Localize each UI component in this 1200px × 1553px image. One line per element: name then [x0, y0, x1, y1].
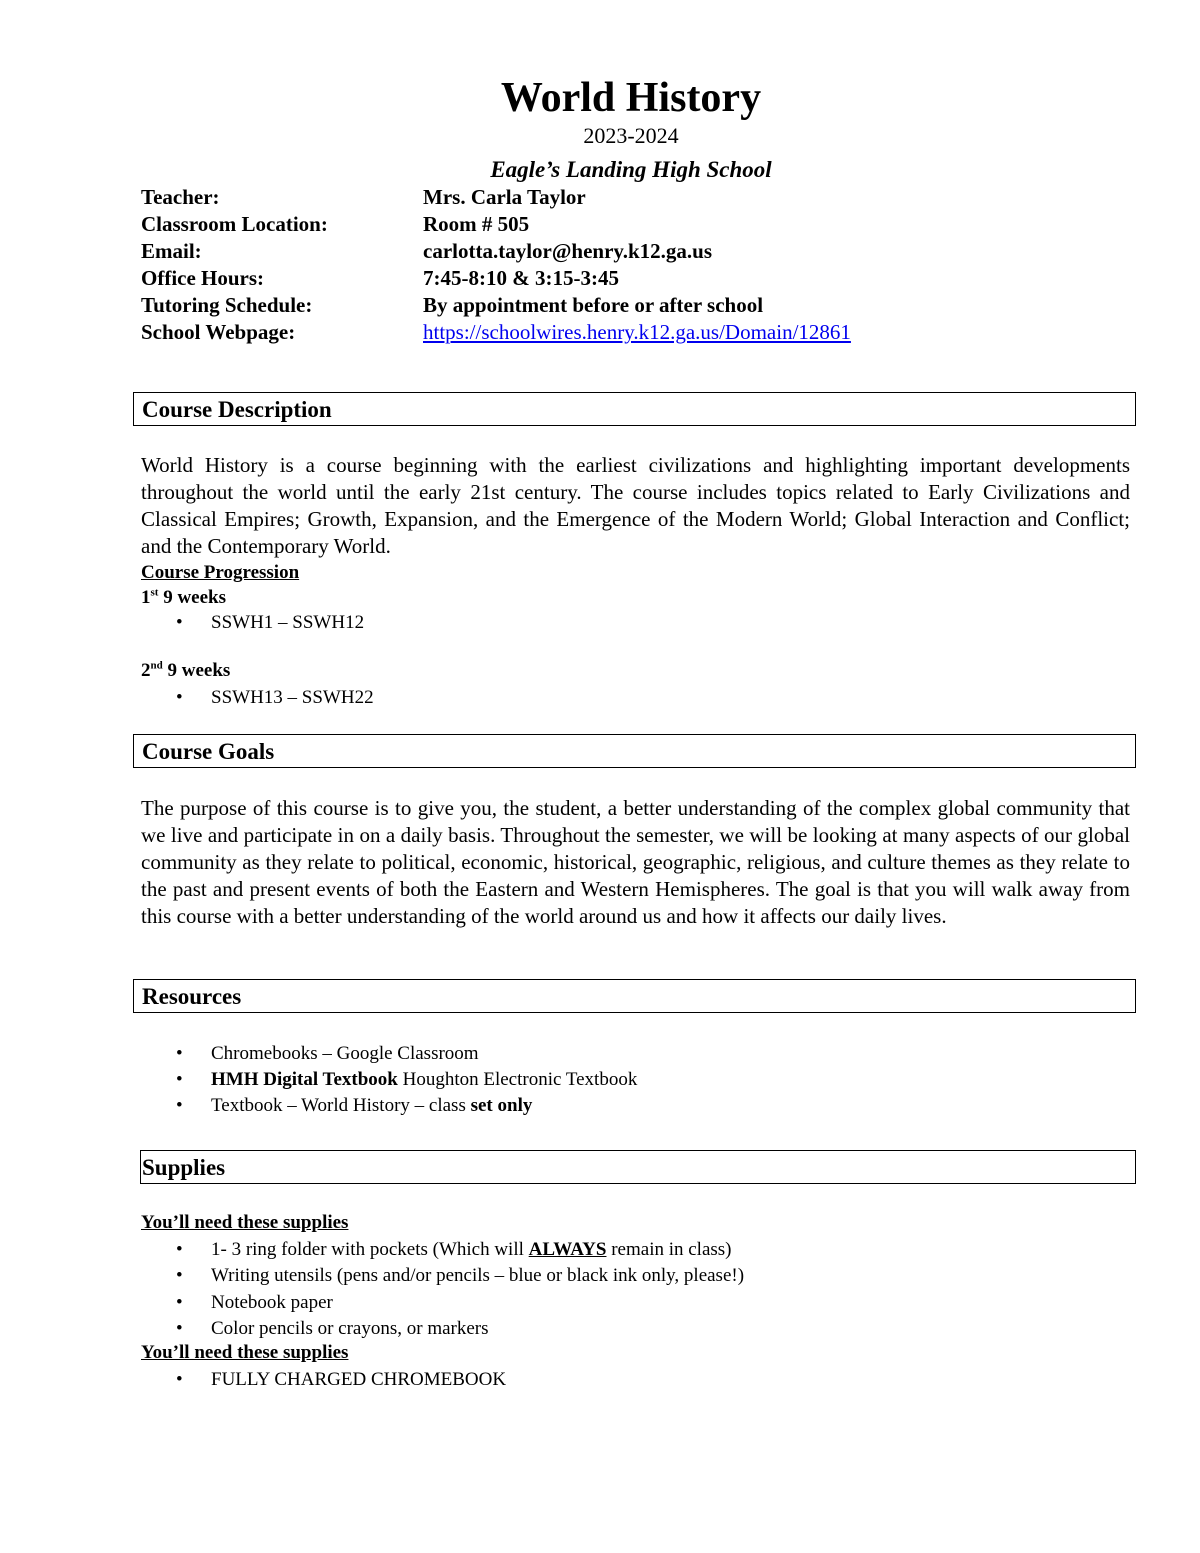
bullet-icon: • [176, 1292, 183, 1313]
supplies-subheading: You’ll need these supplies [141, 1212, 349, 1233]
bullet-icon: • [176, 1043, 183, 1064]
bullet-icon: • [176, 1239, 183, 1260]
period-2-text: 9 weeks [162, 660, 231, 681]
info-label: School Webpage: [141, 320, 296, 344]
period-1-number: 1 [141, 587, 151, 608]
emphasis-text: HMH Digital Textbook [211, 1069, 398, 1090]
info-label: Teacher: [141, 185, 220, 209]
section-resources [133, 979, 1136, 1013]
section-heading: Course Goals [142, 739, 275, 764]
bullet-icon: • [176, 1369, 183, 1390]
emphasis-text: ALWAYS [528, 1239, 607, 1260]
list-item-text: SSWH1 – SSWH12 [211, 612, 365, 633]
course-goals-text: The purpose of this course is to give you, the student, a better understanding of the complex global community that we live and participate in on a daily basis. Throughout the semester, we will be looking at many aspects of our global community as they relate to political, economic, historical, geographic, religious, and culture themes as they relate to the past and present events of both the Eastern and Western Hemispheres. The goal is that you will walk away from this course with a better understanding of the world around us and how it affects our daily lives. [141, 796, 1130, 928]
period-1-suffix: st [150, 586, 159, 599]
section-course-goals [133, 734, 1136, 768]
list-item-text: Notebook paper [211, 1292, 333, 1313]
supplies-subheading: You’ll need these supplies [141, 1342, 349, 1363]
school-name: Eagle’s Landing High School [490, 157, 772, 182]
list-item-text [211, 1237, 732, 1263]
section-course-description [133, 392, 1136, 426]
period-2-heading [141, 659, 230, 683]
list-item-text [211, 1067, 637, 1093]
info-label: Tutoring Schedule: [141, 293, 313, 317]
section-heading: Course Description [142, 397, 332, 422]
info-value: carlotta.taylor@henry.k12.ga.us [423, 239, 713, 263]
bullet-icon: • [176, 1265, 183, 1286]
bullet-icon: • [176, 612, 183, 633]
period-2-number: 2 [141, 660, 151, 681]
info-value: 7:45-8:10 & 3:15-3:45 [423, 266, 619, 290]
emphasis-text: set only [470, 1095, 533, 1116]
period-2-suffix: nd [150, 659, 163, 672]
list-item-start: 1- 3 ring folder with pockets (Which will [211, 1239, 529, 1260]
info-label: Email: [141, 239, 202, 263]
bullet-icon: • [176, 687, 183, 708]
course-description-text: World History is a course beginning with the earliest civilizations and highlighting important developments throughout the world until the early 21st century. The course includes topics related to Early Civilizations and Classical Empires; Growth, Expansion, and the Emergence of the Modern World; Global Interaction and Conflict; and the Contemporary World. [141, 453, 1130, 558]
info-label: Classroom Location: [141, 212, 328, 236]
bullet-icon: • [176, 1318, 183, 1339]
info-value: Room # 505 [423, 212, 530, 236]
info-value: Mrs. Carla Taylor [423, 185, 586, 209]
webpage-link[interactable]: https://schoolwires.henry.k12.ga.us/Domain/12861 [423, 320, 851, 344]
list-item-text [211, 1093, 532, 1119]
info-label: Office Hours: [141, 266, 265, 290]
list-item-end: remain in class) [606, 1239, 732, 1260]
list-item-text: Color pencils or crayons, or markers [211, 1318, 489, 1339]
info-value: By appointment before or after school [423, 293, 764, 317]
section-heading: Supplies [142, 1155, 226, 1180]
list-item-text: Chromebooks – Google Classroom [211, 1043, 479, 1064]
bullet-icon: • [176, 1095, 183, 1116]
list-item-text: SSWH13 – SSWH22 [211, 687, 374, 708]
list-item-text: FULLY CHARGED CHROMEBOOK [211, 1369, 507, 1390]
period-1-heading [141, 586, 226, 610]
bullet-icon: • [176, 1069, 183, 1090]
page-title: World History [500, 75, 762, 121]
list-item-start: Textbook – World History – class [211, 1095, 471, 1116]
course-progression-heading: Course Progression [141, 562, 300, 583]
period-1-text: 9 weeks [158, 587, 227, 608]
list-item-text: Writing utensils (pens and/or pencils – blue or black ink only, please!) [211, 1265, 745, 1286]
list-item-rest: Houghton Electronic Textbook [397, 1069, 638, 1090]
school-year: 2023-2024 [583, 123, 679, 148]
section-heading: Resources [142, 984, 242, 1009]
section-supplies [140, 1150, 1136, 1184]
